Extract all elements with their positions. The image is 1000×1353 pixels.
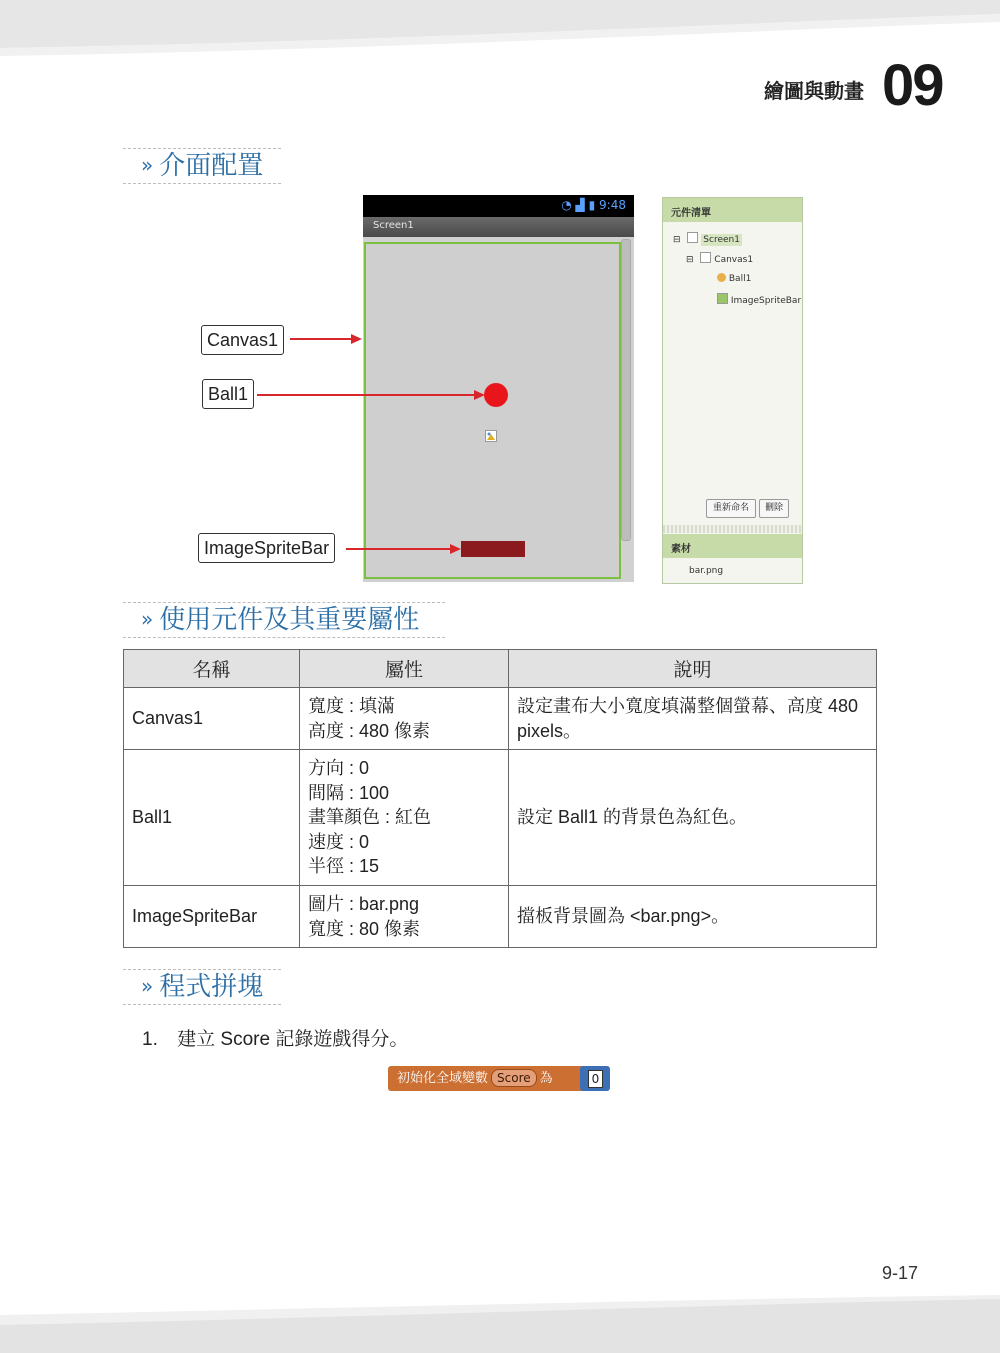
tree-item-ball[interactable]: [717, 273, 751, 284]
collapse-icon[interactable]: ⊟: [673, 235, 681, 245]
tree-item-screen[interactable]: [673, 232, 742, 245]
chapter-title: 繪圖與動畫: [764, 79, 864, 103]
section-heading-components: [123, 602, 445, 638]
arrow-head-icon: [474, 390, 485, 400]
cell-desc: 設定 Ball1 的背景色為紅色。: [509, 750, 877, 886]
table-row: [124, 688, 877, 750]
image-sprite-bar[interactable]: [461, 541, 525, 557]
status-icons: [561, 198, 626, 212]
callout-sprite: ImageSpriteBar: [198, 533, 335, 563]
rename-button[interactable]: 重新命名: [706, 499, 756, 518]
top-decor-band: [0, 0, 1000, 70]
callout-ball: Ball1: [202, 379, 254, 409]
section-marker: »: [141, 153, 154, 177]
media-header-label: 素材: [671, 544, 691, 555]
callout-canvas-line: [290, 338, 352, 340]
properties-table: [123, 649, 877, 948]
wifi-icon: ◔: [561, 198, 572, 212]
canvas-area[interactable]: [364, 242, 621, 579]
status-bar: [363, 195, 634, 217]
arrow-head-icon: [450, 544, 461, 554]
media-panel-header: [663, 534, 802, 558]
header-desc: 說明: [509, 650, 877, 688]
prop-line: 寬度 : 80 像素: [308, 918, 421, 939]
section-heading-layout: [123, 148, 281, 184]
screen-icon: [687, 232, 698, 243]
tree-label: ImageSpriteBar: [730, 296, 802, 306]
ball-icon: [717, 273, 726, 282]
header-name: 名稱: [124, 650, 300, 688]
table-row: [124, 750, 877, 886]
tree-item-imagesprite[interactable]: [717, 293, 801, 306]
screen-title: Screen1: [373, 220, 414, 231]
battery-icon: ▮: [588, 198, 596, 212]
cell-name: Ball1: [124, 750, 300, 886]
signal-icon: ▟: [575, 198, 585, 212]
section-title: 程式拼塊: [159, 972, 264, 1002]
section-title: 介面配置: [159, 151, 264, 181]
tree-label: Screen1: [703, 235, 740, 245]
variable-name-field[interactable]: Score: [491, 1069, 537, 1087]
cell-name: ImageSpriteBar: [124, 886, 300, 948]
number-value-field[interactable]: 0: [588, 1070, 603, 1088]
step-text: 建立 Score 記錄遊戲得分。: [177, 1029, 409, 1050]
tree-label: Canvas1: [714, 255, 754, 265]
ball-sprite[interactable]: [484, 383, 508, 407]
components-panel-header: [663, 198, 802, 222]
prop-line: 速度 : 0: [308, 831, 370, 852]
prop-line: 圖片 : bar.png: [308, 894, 420, 914]
prop-line: 半徑 : 15: [308, 856, 380, 877]
image-sprite-icon: [485, 430, 497, 442]
components-panel: [662, 197, 803, 584]
block-prefix: 初始化全域變數: [397, 1071, 489, 1086]
prop-line: 寬度 : 填滿: [308, 696, 396, 716]
callout-sprite-line: [346, 548, 451, 550]
cell-desc: 設定畫布大小寬度填滿整個螢幕、高度 480 pixels。: [509, 688, 877, 750]
prop-line: 高度 : 480 像素: [308, 720, 431, 741]
step-number: 1.: [142, 1029, 158, 1050]
prop-line: 間隔 : 100: [308, 782, 390, 803]
panel-header-label: 元件清單: [671, 208, 711, 219]
collapse-icon[interactable]: ⊟: [686, 255, 694, 265]
block-suffix: 為: [539, 1071, 553, 1086]
scrollbar[interactable]: [621, 239, 631, 541]
canvas-icon: [700, 252, 711, 263]
cell-props: [300, 688, 509, 750]
prop-line: 畫筆顏色 : 紅色: [308, 807, 432, 828]
section-title: 使用元件及其重要屬性: [159, 605, 420, 635]
arrow-head-icon: [351, 334, 362, 344]
panel-divider: [663, 525, 802, 533]
section-marker: »: [141, 607, 154, 631]
table-header-row: [124, 650, 877, 688]
prop-line: 方向 : 0: [308, 758, 370, 779]
status-time: 9:48: [599, 198, 626, 212]
section-heading-blocks: [123, 969, 281, 1005]
table-row: [124, 886, 877, 948]
media-file-item[interactable]: bar.png: [689, 566, 724, 576]
chapter-number: 09: [882, 53, 943, 118]
screen-title-bar: [363, 217, 634, 237]
bottom-decor-band: [0, 1295, 1000, 1353]
page-number: 9-17: [882, 1263, 919, 1283]
delete-button[interactable]: 刪除: [759, 499, 789, 518]
cell-props: [300, 886, 509, 948]
block-body[interactable]: [388, 1066, 584, 1091]
callout-canvas: Canvas1: [201, 325, 284, 355]
header-props: 屬性: [300, 650, 509, 688]
step-item: [142, 1024, 408, 1051]
image-sprite-icon: [717, 293, 728, 304]
tree-item-canvas[interactable]: [686, 252, 753, 265]
tree-label: Ball1: [728, 274, 752, 284]
callout-ball-line: [257, 394, 475, 396]
cell-props: [300, 750, 509, 886]
number-block[interactable]: [580, 1066, 610, 1091]
cell-desc: 擋板背景圖為 <bar.png>。: [509, 886, 877, 948]
section-marker: »: [141, 974, 154, 998]
cell-name: Canvas1: [124, 688, 300, 750]
